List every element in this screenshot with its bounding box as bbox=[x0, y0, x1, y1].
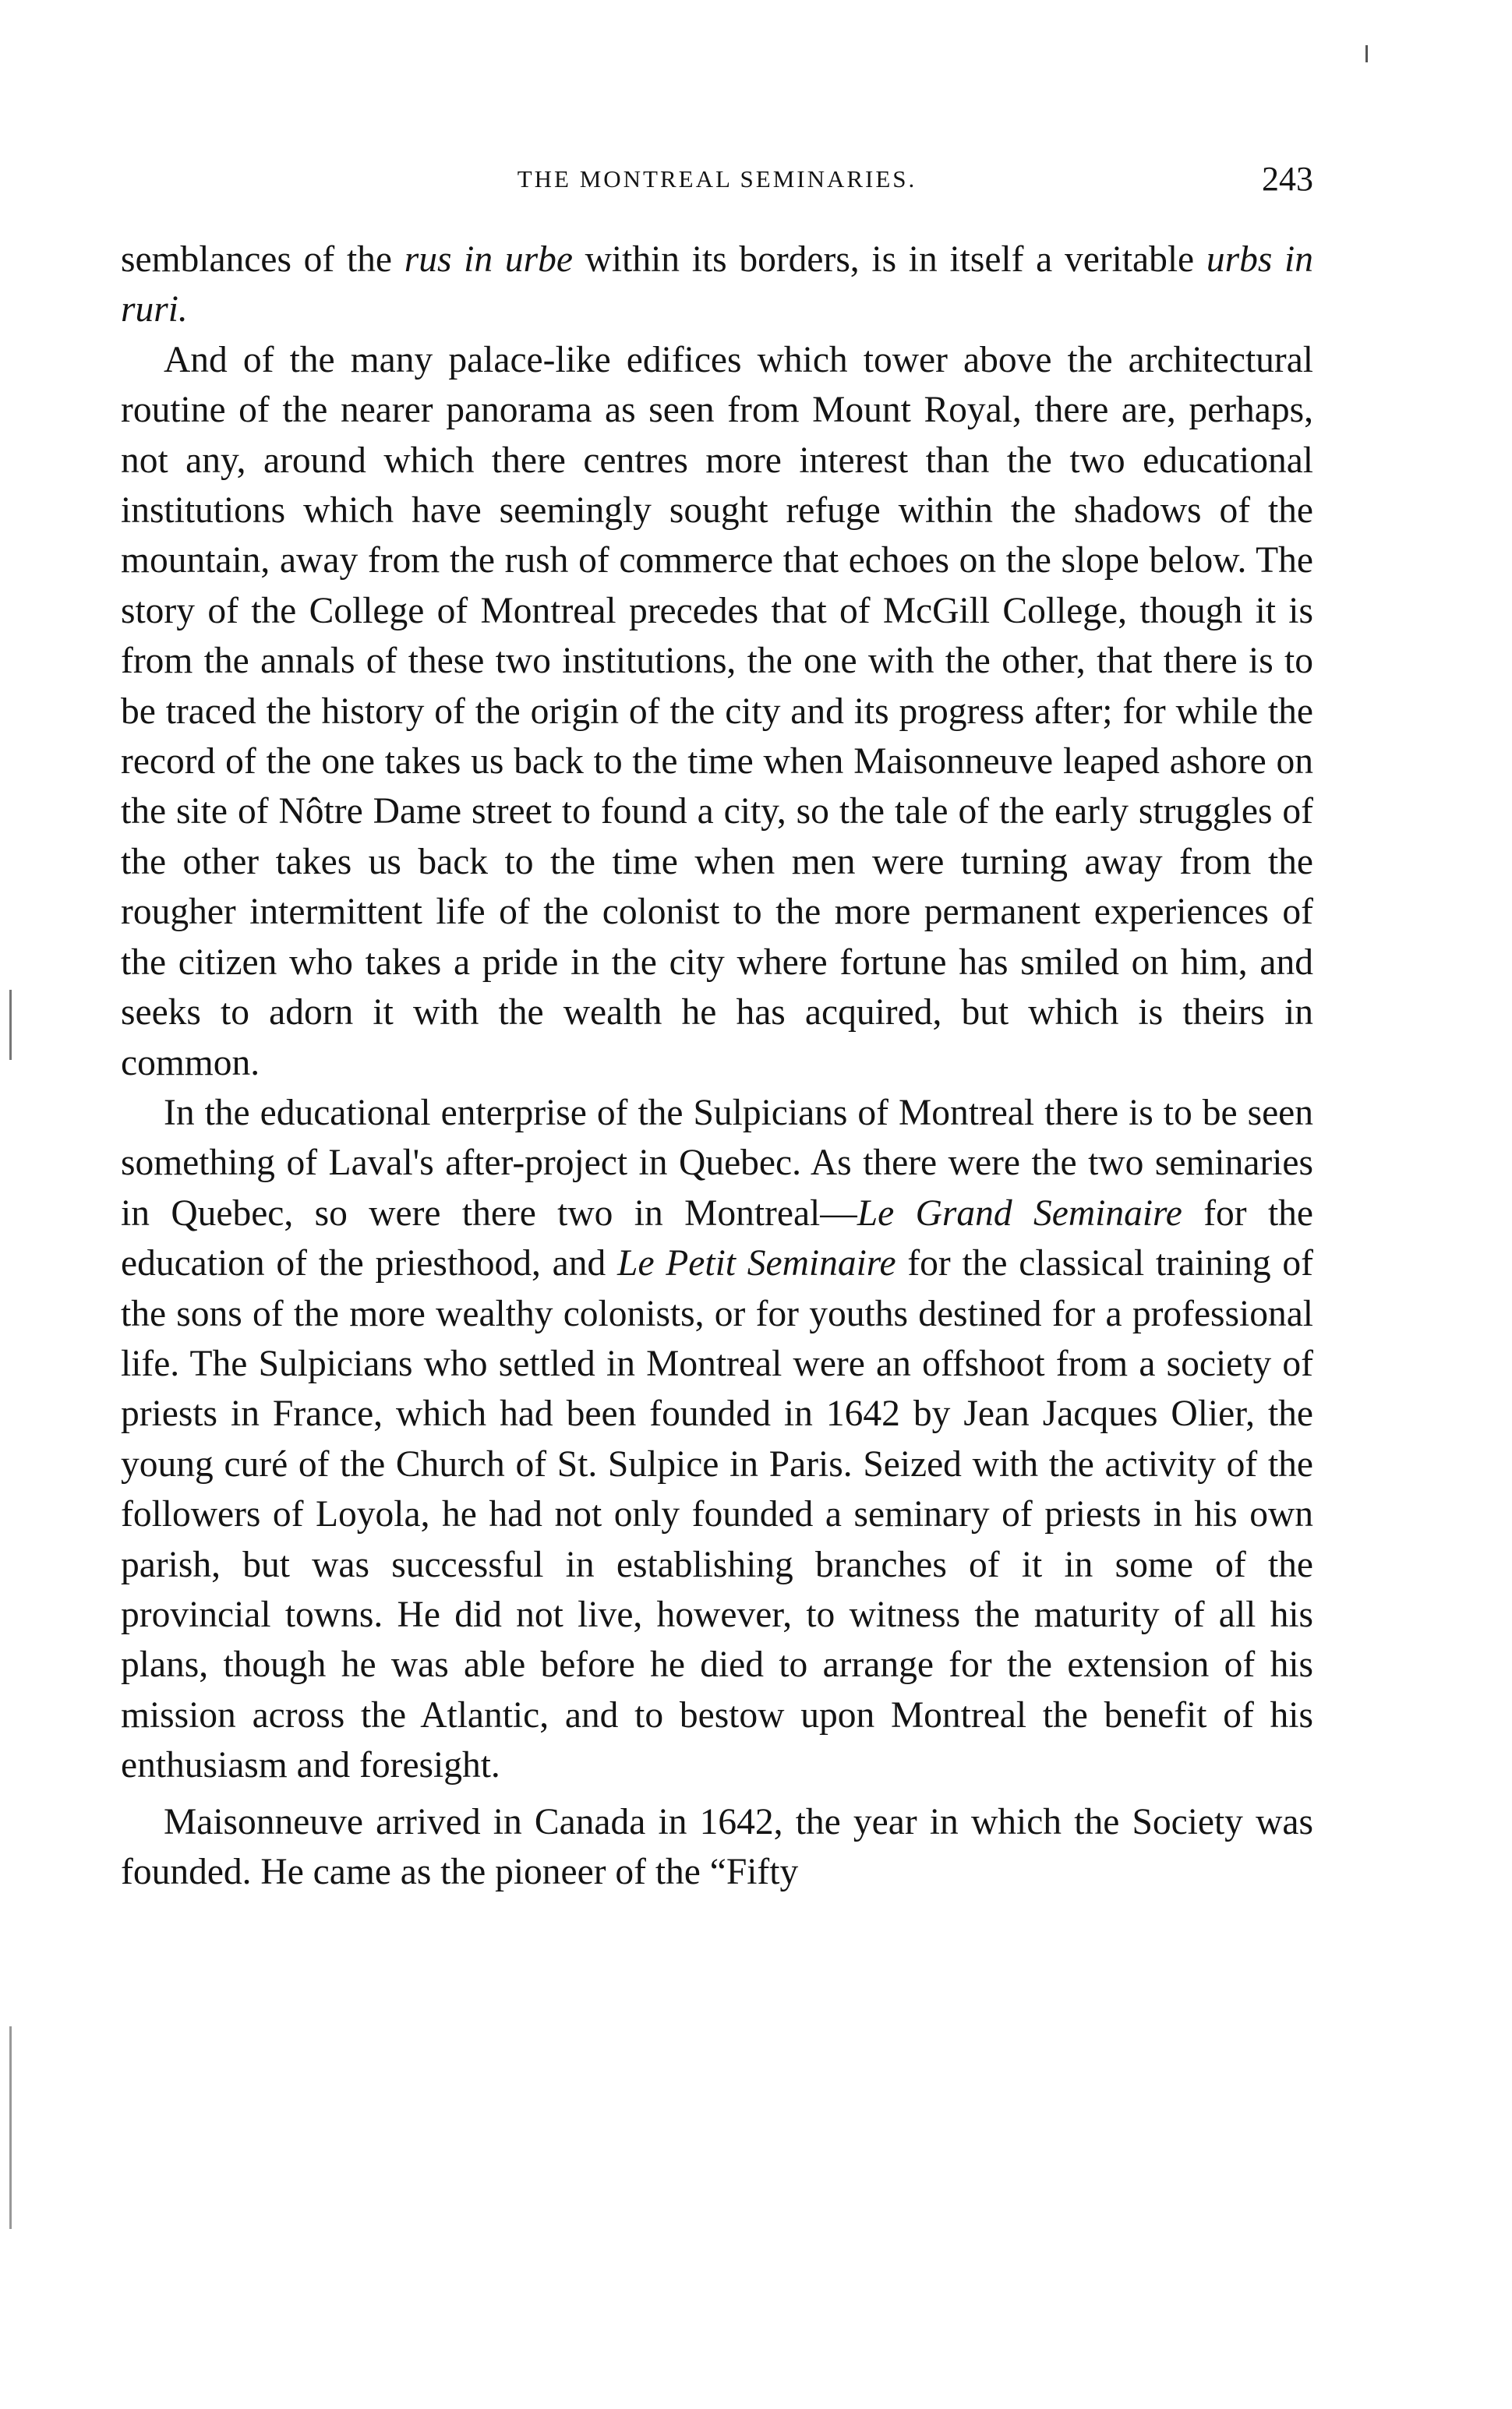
italic-phrase: Le Grand Seminaire bbox=[857, 1192, 1182, 1234]
scan-margin-mark bbox=[9, 2026, 12, 2229]
paragraph-continued bbox=[121, 235, 1313, 335]
text-run: And of the many palace-like edifices which tower above the architectural routine of the nearer panorama as seen from Mount Royal, there are, perhaps, not any, around which there centres more interest than the two educational institutions which have seemingly sought refuge within the shadows of the mountain, away from the rush of commerce that echoes on the slope below. The story of the College of Montreal precedes that of McGill College, though it is from the annals of these two institutions, the one with the other, that there is to be traced the history of the origin of the city and its progress after; for while the record of the one takes us back to the time when Maisonneuve leaped ashore on the site of Nôtre Dame street to found a city, so the tale of the early struggles of the other takes us back to the time when men were turning away from the rougher intermittent life of the colonist to the more permanent experiences of the citizen who takes a pride in the city where fortune has smiled on him, and seeks to adorn it with the wealth he has acquired, but which is theirs in common. bbox=[121, 339, 1313, 1083]
text-run: for the classical training of the sons of the more wealthy colonists, or for youths destined for a professional life. The Sulpicians who settled in Montreal were an offshoot from a society of priests in France, which had been founded in 1642 by Jean Jacques Olier, the young curé of the Church of St. Sulpice in Paris. Seized with the activity of the followers of Loyola, he had not only founded a seminary of priests in his own parish, but was successful in establishing branches of it in some of the provincial towns. He did not live, however, to witness the maturity of all his plans, though he was able before he died to arrange for the extension of his mission across the Atlantic, and to bestow upon Montreal the benefit of his enthusiasm and foresight. bbox=[121, 1243, 1313, 1786]
italic-phrase: Le Petit Seminaire bbox=[617, 1243, 896, 1284]
text-run: semblances of the bbox=[121, 239, 404, 280]
page-header bbox=[121, 156, 1313, 203]
running-title: THE MONTREAL SEMINARIES. bbox=[517, 165, 917, 193]
text-run: Maisonneuve arrived in Canada in 1642, the year in which the Society was founded. He came as the pioneer of the “Fifty bbox=[121, 1801, 1313, 1892]
text-run: In the educational enterprise of the Sulpicians of Montreal there is to be seen something of Laval's after-project in Quebec. As there were the two seminaries in Quebec, so were there two in Montreal— bbox=[121, 1092, 1313, 1234]
page-number: 243 bbox=[1262, 160, 1313, 198]
italic-phrase: rus in urbe bbox=[404, 239, 573, 280]
paragraph bbox=[121, 1797, 1313, 1898]
text-run: within its borders, is in itself a veritable bbox=[572, 239, 1206, 280]
paragraph bbox=[121, 335, 1313, 1088]
scan-edge-mark bbox=[1365, 45, 1368, 62]
paragraph bbox=[121, 1088, 1313, 1791]
italic-phrase: urbs in ruri. bbox=[121, 239, 1313, 330]
body-text bbox=[121, 235, 1313, 1897]
text-run: for the education of the priesthood, and bbox=[121, 1192, 1314, 1284]
scan-margin-mark bbox=[9, 990, 12, 1060]
